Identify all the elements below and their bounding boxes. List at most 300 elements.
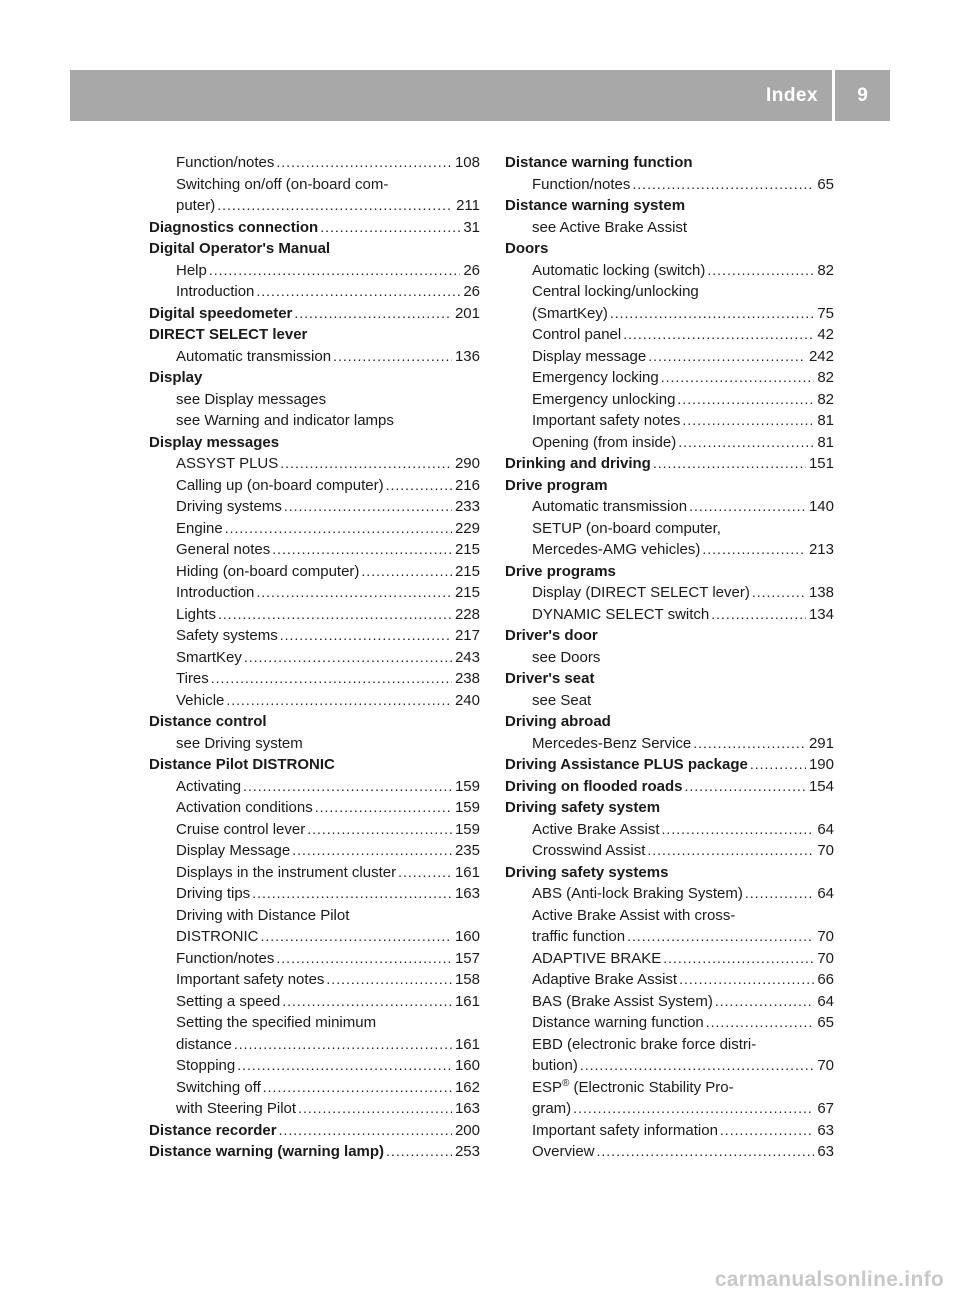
entry-text: Drinking and driving — [505, 455, 651, 472]
entry-text: EBD (electronic brake force distri- — [532, 1035, 757, 1053]
entry-text: SETUP (on-board computer, — [532, 519, 721, 537]
entry-text: traffic function — [532, 928, 626, 945]
page-reference: 161 — [454, 863, 480, 881]
page-reference: 42 — [817, 326, 834, 343]
entry-text: Display messages — [149, 433, 280, 451]
index-subentry — [505, 819, 834, 841]
index-subentry — [149, 561, 480, 583]
index-subentry — [149, 1012, 480, 1034]
entry-text: Diagnostics connection — [149, 218, 319, 236]
page-reference: 242 — [808, 347, 834, 365]
entry-text: Crosswind Assist — [532, 842, 646, 859]
page-reference: 108 — [454, 154, 480, 171]
dot-leader — [663, 948, 814, 970]
index-heading — [505, 561, 834, 583]
index-subentry — [149, 862, 480, 884]
dot-leader — [715, 991, 814, 1013]
index-subentry — [505, 690, 834, 712]
index-heading — [505, 625, 834, 647]
dot-leader — [218, 604, 452, 626]
dot-leader — [386, 475, 452, 497]
page-reference: 75 — [817, 304, 834, 322]
index-subentry — [149, 453, 480, 475]
index-heading — [149, 432, 480, 454]
dot-leader — [662, 819, 815, 841]
page-reference: 253 — [454, 1143, 480, 1160]
page-reference: 217 — [454, 627, 480, 644]
entry-text: BAS (Brake Assist System) — [532, 992, 713, 1010]
entry-text: Opening (from inside) — [532, 433, 677, 451]
page-reference: 160 — [454, 928, 480, 945]
index-subentry — [149, 281, 480, 303]
index-subentry — [505, 303, 834, 325]
entry-text: Help — [176, 261, 207, 279]
entry-text: see Display messages — [176, 390, 327, 408]
entry-text: Displays in the instrument cluster — [176, 863, 397, 881]
index-subentry — [505, 1012, 834, 1034]
dot-leader — [263, 1077, 452, 1099]
index-subentry — [149, 690, 480, 712]
index-subentry — [149, 475, 480, 497]
entry-text: see Doors — [532, 648, 601, 666]
dot-leader — [627, 926, 814, 948]
entry-text: Introduction — [176, 584, 255, 601]
index-heading — [505, 754, 834, 776]
page-reference: 64 — [817, 820, 834, 838]
dot-leader — [282, 991, 452, 1013]
entry-text: Automatic locking (switch) — [532, 261, 706, 279]
index-column-left — [149, 152, 480, 1163]
index-heading — [149, 754, 480, 776]
index-subentry — [505, 260, 834, 282]
dot-leader — [333, 346, 452, 368]
entry-text: with Steering Pilot — [176, 1100, 297, 1117]
entry-text: Lights — [176, 605, 217, 623]
index-subentry — [505, 647, 834, 669]
dot-leader — [398, 862, 452, 884]
index-subentry — [505, 1098, 834, 1120]
index-subentry — [149, 195, 480, 217]
page-reference: 82 — [817, 390, 834, 408]
index-subentry — [505, 539, 834, 561]
dot-leader — [693, 733, 806, 755]
index-subentry — [149, 152, 480, 174]
entry-text: DIRECT SELECT lever — [149, 326, 308, 343]
dot-leader — [623, 324, 814, 346]
dot-leader — [689, 496, 806, 518]
page-reference: 161 — [454, 992, 480, 1010]
index-heading — [149, 303, 480, 325]
page-reference: 243 — [454, 648, 480, 666]
page-reference: 31 — [463, 218, 480, 236]
dot-leader — [682, 410, 814, 432]
entry-text: Introduction — [176, 283, 255, 300]
entry-text: (SmartKey) — [532, 304, 608, 322]
entry-text: Engine — [176, 519, 223, 537]
entry-text: Function/notes — [532, 175, 631, 193]
dot-leader — [750, 754, 806, 776]
index-heading — [505, 711, 834, 733]
dot-leader — [217, 195, 453, 217]
page-reference: 65 — [817, 175, 834, 193]
index-heading — [505, 453, 834, 475]
index-subentry — [149, 797, 480, 819]
entry-text: Driving tips — [176, 885, 251, 902]
index-heading — [149, 1120, 480, 1142]
dot-leader — [632, 174, 814, 196]
page-reference: 81 — [817, 412, 834, 429]
dot-leader — [225, 518, 452, 540]
dot-leader — [597, 1141, 815, 1163]
entry-text: Calling up (on-board computer) — [176, 476, 384, 494]
index-heading — [149, 324, 480, 346]
page-reference: 163 — [454, 885, 480, 902]
entry-text: Central locking/unlocking — [532, 283, 699, 300]
page-reference: 290 — [454, 455, 480, 472]
index-subentry — [149, 604, 480, 626]
index-subentry — [505, 733, 834, 755]
index-subentry — [505, 883, 834, 905]
index-subentry — [149, 647, 480, 669]
entry-text: see Active Brake Assist — [532, 218, 688, 236]
page-reference: 70 — [817, 842, 834, 859]
page-reference: 159 — [454, 777, 480, 795]
page-reference: 291 — [808, 734, 834, 752]
dot-leader — [326, 969, 452, 991]
page-reference: 215 — [454, 584, 480, 601]
dot-leader — [711, 604, 806, 626]
index-heading — [505, 195, 834, 217]
entry-text: Display — [149, 369, 203, 386]
dot-leader — [276, 152, 452, 174]
entry-text: Display Message — [176, 842, 291, 859]
page-reference: 82 — [817, 261, 834, 279]
entry-text: Automatic transmission — [532, 498, 688, 515]
index-subentry — [505, 432, 834, 454]
index-heading — [149, 711, 480, 733]
entry-text: Driver's seat — [505, 670, 595, 687]
dot-leader — [256, 281, 460, 303]
entry-text: gram) — [532, 1100, 572, 1117]
index-subentry — [505, 1055, 834, 1077]
entry-text: Activating — [176, 777, 242, 795]
index-subentry — [505, 217, 834, 239]
entry-text: Function/notes — [176, 154, 275, 171]
page-reference: 66 — [817, 971, 834, 988]
entry-text: Drive program — [505, 476, 608, 494]
index-subentry — [149, 969, 480, 991]
page-reference: 215 — [454, 541, 480, 558]
dot-leader — [315, 797, 452, 819]
page-reference: 67 — [817, 1100, 834, 1117]
entry-text: Hiding (on-board computer) — [176, 562, 360, 580]
page-reference: 64 — [817, 885, 834, 902]
dot-leader — [320, 217, 460, 239]
page-reference: 211 — [456, 197, 480, 214]
dot-leader — [702, 539, 806, 561]
page-reference: 63 — [817, 1143, 834, 1160]
entry-text: see Driving system — [176, 734, 303, 752]
index-subentry — [505, 410, 834, 432]
page-reference: 157 — [454, 949, 480, 967]
entry-text: DISTRONIC — [176, 928, 259, 945]
entry-text: Driving safety system — [505, 799, 661, 816]
entry-text: Driving Assistance PLUS package — [505, 756, 748, 773]
dot-leader — [284, 496, 452, 518]
page-reference: 82 — [817, 369, 834, 386]
entry-text: Doors — [505, 240, 549, 257]
entry-text: ADAPTIVE BRAKE — [532, 949, 662, 967]
dot-leader — [280, 453, 452, 475]
page-reference: 63 — [817, 1121, 834, 1139]
page-reference: 240 — [454, 691, 480, 709]
index-subentry — [505, 840, 834, 862]
index-subentry — [505, 389, 834, 411]
entry-text: Drive programs — [505, 562, 616, 580]
index-subentry — [149, 819, 480, 841]
index-subentry — [505, 281, 834, 303]
index-subentry — [505, 926, 834, 948]
index-heading — [505, 238, 834, 260]
index-subentry — [149, 346, 480, 368]
dot-leader — [261, 926, 452, 948]
entry-text: see Seat — [532, 691, 592, 709]
index-subentry — [505, 582, 834, 604]
entry-text: Adaptive Brake Assist — [532, 971, 678, 988]
entry-text: Distance warning (warning lamp) — [149, 1143, 385, 1160]
dot-leader — [294, 303, 452, 325]
page-reference: 64 — [817, 992, 834, 1010]
index-subentry — [505, 991, 834, 1013]
page-reference: 70 — [817, 928, 834, 945]
entry-text: Overview — [532, 1143, 595, 1160]
entry-text: Distance warning function — [505, 154, 693, 171]
index-subentry — [149, 948, 480, 970]
dot-leader — [679, 969, 814, 991]
entry-text: Switching off — [176, 1078, 261, 1096]
entry-text: Tires — [176, 670, 209, 687]
page-reference: 70 — [817, 1057, 834, 1074]
dot-leader — [677, 389, 814, 411]
dot-leader — [685, 776, 806, 798]
index-subentry — [149, 668, 480, 690]
page-reference: 238 — [454, 670, 480, 687]
entry-text: Distance control — [149, 713, 267, 730]
index-heading — [505, 475, 834, 497]
dot-leader — [280, 625, 452, 647]
entry-text: Mercedes-AMG vehicles) — [532, 541, 701, 558]
index-subentry — [505, 324, 834, 346]
page-reference: 158 — [454, 971, 480, 988]
index-heading — [505, 862, 834, 884]
index-subentry — [149, 1098, 480, 1120]
dot-leader — [252, 883, 452, 905]
index-heading — [505, 776, 834, 798]
entry-text: Distance warning function — [532, 1014, 704, 1031]
dot-leader — [573, 1098, 814, 1120]
index-subentry — [149, 625, 480, 647]
index-subentry — [505, 1141, 834, 1163]
index-heading — [149, 1141, 480, 1163]
index-heading — [505, 668, 834, 690]
page-reference: 229 — [454, 519, 480, 537]
index-subentry — [149, 840, 480, 862]
dot-leader — [707, 260, 814, 282]
dot-leader — [678, 432, 814, 454]
entry-text: Important safety notes — [176, 971, 325, 988]
entry-text: Function/notes — [176, 949, 275, 967]
index-heading — [149, 238, 480, 260]
index-subentry — [505, 174, 834, 196]
dot-leader — [243, 776, 452, 798]
entry-text: Distance Pilot DISTRONIC — [149, 756, 335, 773]
entry-text: Mercedes-Benz Service — [532, 734, 692, 752]
entry-text: ABS (Anti-lock Braking System) — [532, 885, 743, 902]
entry-text: Active Brake Assist with cross- — [532, 906, 736, 924]
entry-text: Driver's door — [505, 627, 598, 644]
page-reference: 215 — [454, 562, 480, 580]
index-subentry — [505, 969, 834, 991]
entry-text: Digital Operator's Manual — [149, 240, 331, 257]
index-subentry — [505, 346, 834, 368]
index-subentry — [149, 926, 480, 948]
dot-leader — [661, 367, 815, 389]
index-subentry — [505, 367, 834, 389]
index-heading — [149, 367, 480, 389]
index-subentry — [149, 991, 480, 1013]
entry-text: Switching on/off (on-board com- — [176, 175, 389, 193]
dot-leader — [256, 582, 452, 604]
page-reference: 161 — [454, 1035, 480, 1053]
page-reference: 70 — [817, 949, 834, 967]
dot-leader — [211, 668, 452, 690]
index-subentry — [149, 518, 480, 540]
page-reference: 159 — [454, 799, 480, 816]
dot-leader — [647, 840, 814, 862]
index-subentry — [505, 1077, 834, 1099]
dot-leader — [272, 539, 452, 561]
page-reference: 228 — [454, 605, 480, 623]
entry-text: Distance warning system — [505, 197, 686, 214]
entry-text: Setting the specified minimum — [176, 1014, 377, 1031]
index-heading — [505, 152, 834, 174]
index-subentry — [149, 883, 480, 905]
entry-text: Cruise control lever — [176, 820, 306, 838]
dot-leader — [706, 1012, 815, 1034]
index-heading — [149, 217, 480, 239]
page-reference: 160 — [454, 1057, 480, 1074]
page-reference: 151 — [808, 455, 834, 472]
page-reference: 136 — [454, 347, 480, 365]
entry-text: Active Brake Assist — [532, 820, 660, 838]
entry-text: Setting a speed — [176, 992, 281, 1010]
entry-text: Display (DIRECT SELECT lever) — [532, 584, 750, 601]
index-subentry — [149, 582, 480, 604]
entry-text: Important safety information — [532, 1121, 718, 1139]
page-reference: 163 — [454, 1100, 480, 1117]
dot-leader — [244, 647, 452, 669]
page-reference: 159 — [454, 820, 480, 838]
entry-text: bution) — [532, 1057, 578, 1074]
index-subentry — [149, 733, 480, 755]
page-number: 9 — [857, 85, 868, 106]
index-subentry — [149, 389, 480, 411]
index-subentry — [505, 518, 834, 540]
entry-text: SmartKey — [176, 648, 242, 666]
entry-text: puter) — [176, 197, 216, 214]
page-reference: 213 — [808, 541, 834, 558]
page-reference: 190 — [808, 756, 834, 773]
index-subentry — [505, 1120, 834, 1142]
entry-text: Safety systems — [176, 627, 278, 644]
index-subentry — [149, 905, 480, 927]
index-subentry — [149, 1077, 480, 1099]
entry-text: ESP® (Electronic Stability Pro- — [532, 1077, 734, 1096]
page-reference: 233 — [454, 498, 480, 515]
index-heading — [505, 797, 834, 819]
page-reference: 81 — [817, 433, 834, 451]
page-reference: 26 — [463, 261, 480, 279]
dot-leader — [276, 948, 452, 970]
dot-leader — [648, 346, 806, 368]
page-reference: 134 — [808, 605, 834, 623]
index-subentry — [505, 948, 834, 970]
entry-text: Distance recorder — [149, 1121, 277, 1139]
index-subentry — [505, 604, 834, 626]
dot-leader — [209, 260, 460, 282]
entry-text: Emergency locking — [532, 369, 659, 386]
dot-leader — [745, 883, 814, 905]
entry-text: Control panel — [532, 326, 622, 343]
entry-text: Display message — [532, 347, 647, 365]
entry-text: DYNAMIC SELECT switch — [532, 605, 710, 623]
index-subentry — [149, 410, 480, 432]
entry-text: General notes — [176, 541, 271, 558]
index-subentry — [505, 905, 834, 927]
dot-leader — [653, 453, 806, 475]
entry-text: Driving safety systems — [505, 863, 669, 881]
index-subentry — [149, 539, 480, 561]
index-column-right — [505, 152, 834, 1163]
entry-text: Stopping — [176, 1057, 236, 1074]
index-subentry — [149, 174, 480, 196]
dot-leader — [237, 1055, 452, 1077]
page-reference: 65 — [817, 1014, 834, 1031]
index-subentry — [149, 496, 480, 518]
page-reference: 26 — [463, 283, 480, 300]
index-subentry — [149, 260, 480, 282]
dot-leader — [720, 1120, 814, 1142]
dot-leader — [752, 582, 806, 604]
page-reference: 216 — [454, 476, 480, 494]
entry-text: distance — [176, 1035, 232, 1053]
entry-text: Automatic transmission — [176, 347, 332, 365]
page-reference: 162 — [454, 1078, 480, 1096]
index-subentry — [149, 776, 480, 798]
page-reference: 154 — [808, 777, 834, 795]
dot-leader — [298, 1098, 452, 1120]
index-subentry — [505, 1034, 834, 1056]
index-subentry — [149, 1034, 480, 1056]
dot-leader — [292, 840, 452, 862]
dot-leader — [361, 561, 452, 583]
watermark: carmanualsonline.info — [714, 1268, 944, 1291]
entry-text: Driving on flooded roads — [505, 777, 683, 795]
index-subentry — [505, 496, 834, 518]
entry-text: Driving with Distance Pilot — [176, 906, 350, 924]
entry-text: Digital speedometer — [149, 304, 293, 322]
section-title: Index — [765, 85, 819, 106]
